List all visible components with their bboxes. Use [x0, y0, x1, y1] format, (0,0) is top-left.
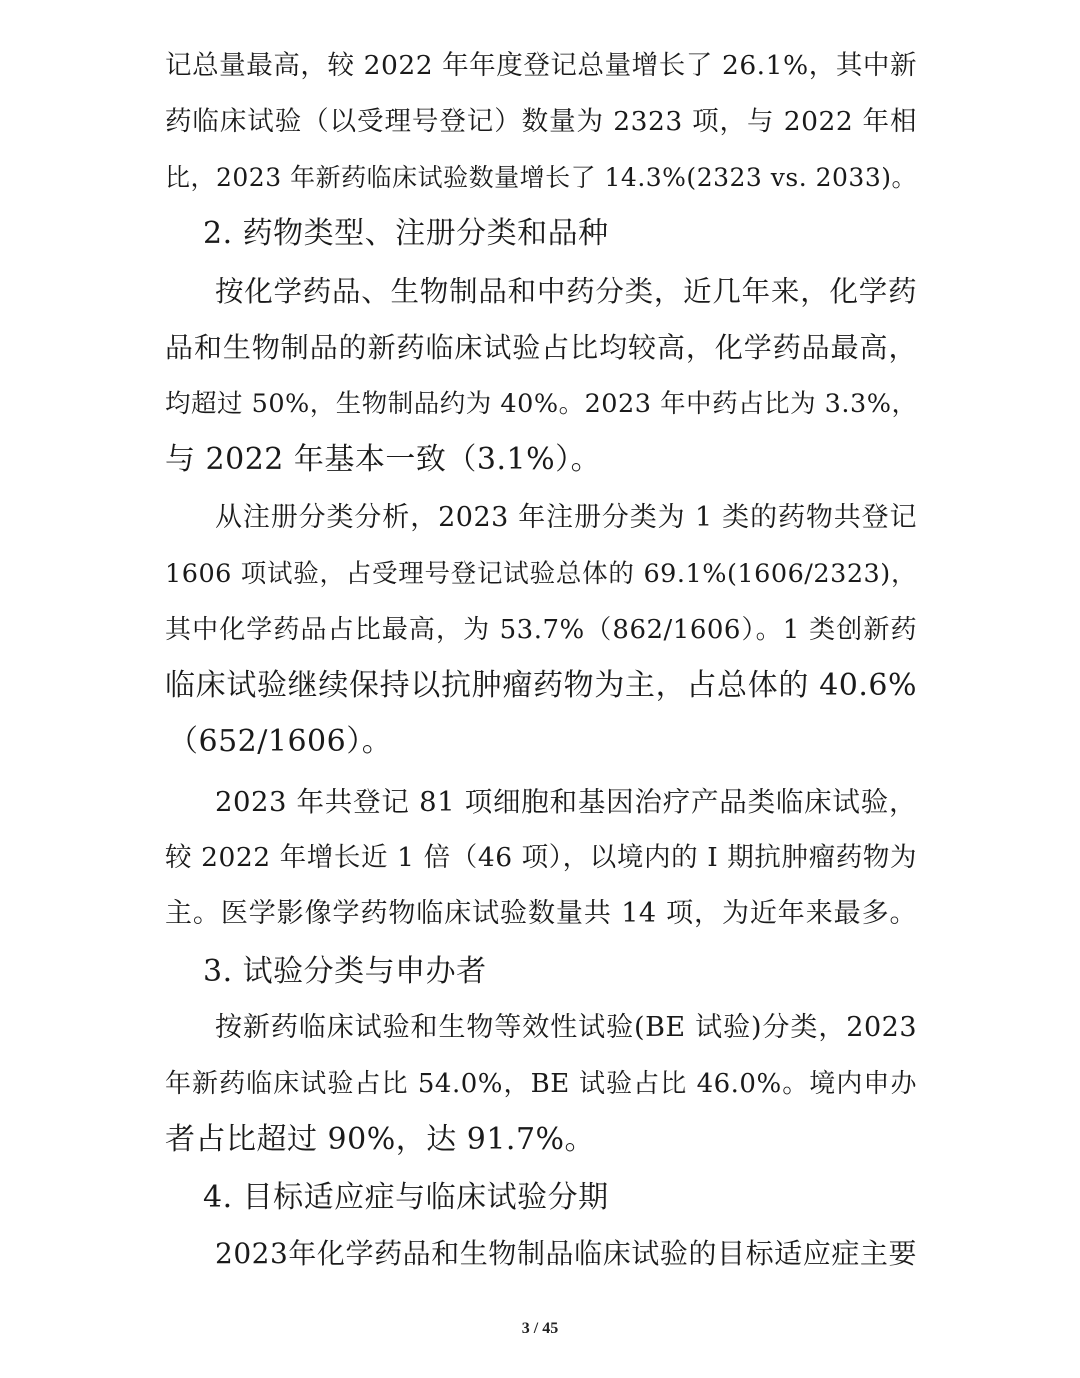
section-heading: 3. 试验分类与申办者 — [203, 954, 487, 989]
section-heading: 4. 目标适应症与临床试验分期 — [203, 1180, 609, 1215]
paragraph-line: 其中化学药品占比最高，为 53.7%（862/1606）。1 类创新药 — [165, 615, 917, 645]
paragraph-line: 2023 年共登记 81 项细胞和基因治疗产品类临床试验， — [215, 786, 917, 818]
paragraph-line: 与 2022 年基本一致（3.1%）。 — [165, 442, 602, 477]
paragraph-line: 年新药临床试验占比 54.0%，BE 试验占比 46.0%。境内申办 — [165, 1069, 917, 1099]
paragraph-line: 品和生物制品的新药临床试验占比均较高，化学药品最高， — [165, 331, 917, 364]
paragraph-line: 较 2022 年增长近 1 倍（46 项），以境内的 I 期抗肿瘤药物为 — [165, 842, 917, 873]
paragraph-line: 从注册分类分析，2023 年注册分类为 1 类的药物共登记 — [215, 502, 917, 533]
paragraph-line: 比，2023 年新药临床试验数量增长了 14.3%(2323 vs. 2033)。 — [165, 163, 917, 192]
paragraph-line: 均超过 50%，生物制品约为 40%。2023 年中药占比为 3.3%， — [165, 389, 917, 419]
paragraph-line: 主。医学影像学药物临床试验数量共 14 项，为近年来最多。 — [165, 898, 917, 929]
paragraph-line: 按化学药品、生物制品和中药分类，近几年来，化学药 — [215, 275, 917, 308]
paragraph-line: 者占比超过 90%，达 91.7%。 — [165, 1122, 596, 1157]
paragraph-line: 临床试验继续保持以抗肿瘤药物为主，占总体的 40.6% — [165, 668, 917, 703]
section-heading: 2. 药物类型、注册分类和品种 — [203, 216, 609, 251]
paragraph-line: 药临床试验（以受理号登记）数量为 2323 项，与 2022 年相 — [165, 106, 917, 137]
paragraph-line: 记总量最高，较 2022 年年度登记总量增长了 26.1%，其中新 — [165, 50, 917, 81]
paragraph-line: 2023年化学药品和生物制品临床试验的目标适应症主要 — [215, 1237, 917, 1270]
paragraph-line: （652/1606）。 — [168, 724, 393, 759]
page-number: 3 / 45 — [521, 1320, 559, 1337]
paragraph-line: 1606 项试验，占受理号登记试验总体的 69.1%(1606/2323)， — [165, 559, 917, 589]
paragraph-line: 按新药临床试验和生物等效性试验(BE 试验)分类，2023 — [215, 1012, 917, 1043]
